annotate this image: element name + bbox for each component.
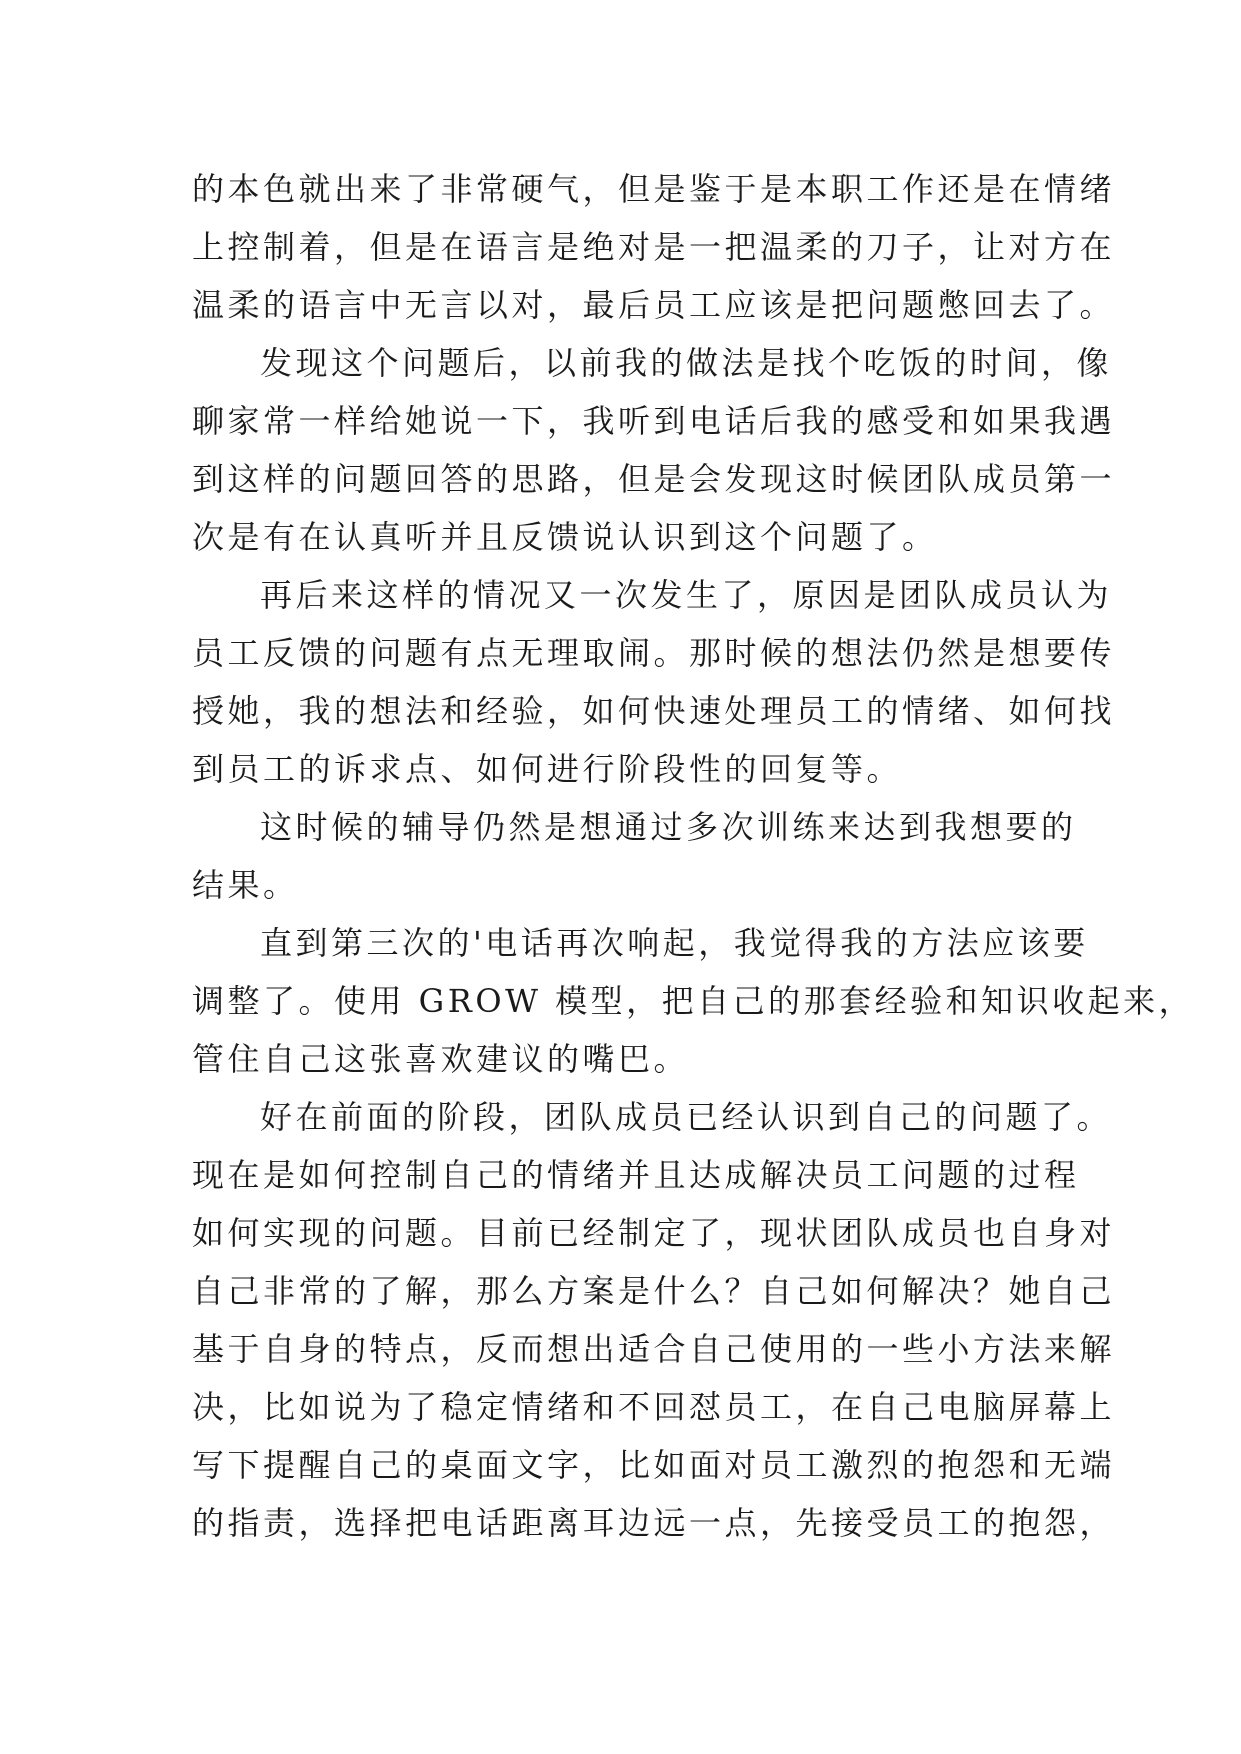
- text-line: 的本色就出来了非常硬气，但是鉴于是本职工作还是在情绪: [192, 170, 1116, 208]
- text-line: 直到第三次的'电话再次响起，我觉得我的方法应该要: [260, 924, 1089, 962]
- text-line: 发现这个问题后，以前我的做法是找个吃饭的时间，像: [260, 344, 1113, 382]
- paragraph-1: [192, 160, 1116, 334]
- text-line: 写下提醒自己的桌面文字，比如面对员工激烈的抱怨和无端: [192, 1446, 1116, 1484]
- text-line: 温柔的语言中无言以对，最后员工应该是把问题憋回去了。: [192, 286, 1116, 324]
- text-line: 基于自身的特点，反而想出适合自己使用的一些小方法来解: [192, 1330, 1116, 1368]
- text-line: 到员工的诉求点、如何进行阶段性的回复等。: [192, 750, 903, 788]
- text-line: 次是有在认真听并且反馈说认识到这个问题了。: [192, 518, 938, 556]
- text-line: 到这样的问题回答的思路，但是会发现这时候团队成员第一: [192, 460, 1116, 498]
- text-line: 上控制着，但是在语言是绝对是一把温柔的刀子，让对方在: [192, 228, 1116, 266]
- text-line: 决，比如说为了稳定情绪和不回怼员工，在自己电脑屏幕上: [192, 1388, 1116, 1426]
- text-line: 自己非常的了解，那么方案是什么？自己如何解决？她自己: [192, 1272, 1116, 1310]
- text-line: 如何实现的问题。目前已经制定了，现状团队成员也自身对: [192, 1214, 1116, 1252]
- paragraph-6: [192, 1088, 1116, 1552]
- document-page: [192, 160, 1195, 1552]
- text-line: 员工反馈的问题有点无理取闹。那时候的想法仍然是想要传: [192, 634, 1116, 672]
- paragraph-5: [192, 914, 1195, 1088]
- text-line: 调整了。使用 GROW 模型，把自己的那套经验和知识收起来，: [192, 982, 1195, 1020]
- text-line: 结果。: [192, 866, 299, 904]
- text-line: 再后来这样的情况又一次发生了，原因是团队成员认为: [260, 576, 1113, 614]
- text-line: 授她，我的想法和经验，如何快速处理员工的情绪、如何找: [192, 692, 1116, 730]
- text-line: 聊家常一样给她说一下，我听到电话后我的感受和如果我遇: [192, 402, 1116, 440]
- paragraph-2: [192, 334, 1116, 566]
- text-line: 现在是如何控制自己的情绪并且达成解决员工问题的过程: [192, 1156, 1080, 1194]
- paragraph-3: [192, 566, 1116, 798]
- text-line: 的指责，选择把电话距离耳边远一点，先接受员工的抱怨，: [192, 1504, 1116, 1542]
- text-line: 这时候的辅导仍然是想通过多次训练来达到我想要的: [260, 808, 1077, 846]
- text-line: 管住自己这张喜欢建议的嘴巴。: [192, 1040, 690, 1078]
- paragraph-4: [192, 798, 1077, 914]
- text-line: 好在前面的阶段，团队成员已经认识到自己的问题了。: [260, 1098, 1113, 1136]
